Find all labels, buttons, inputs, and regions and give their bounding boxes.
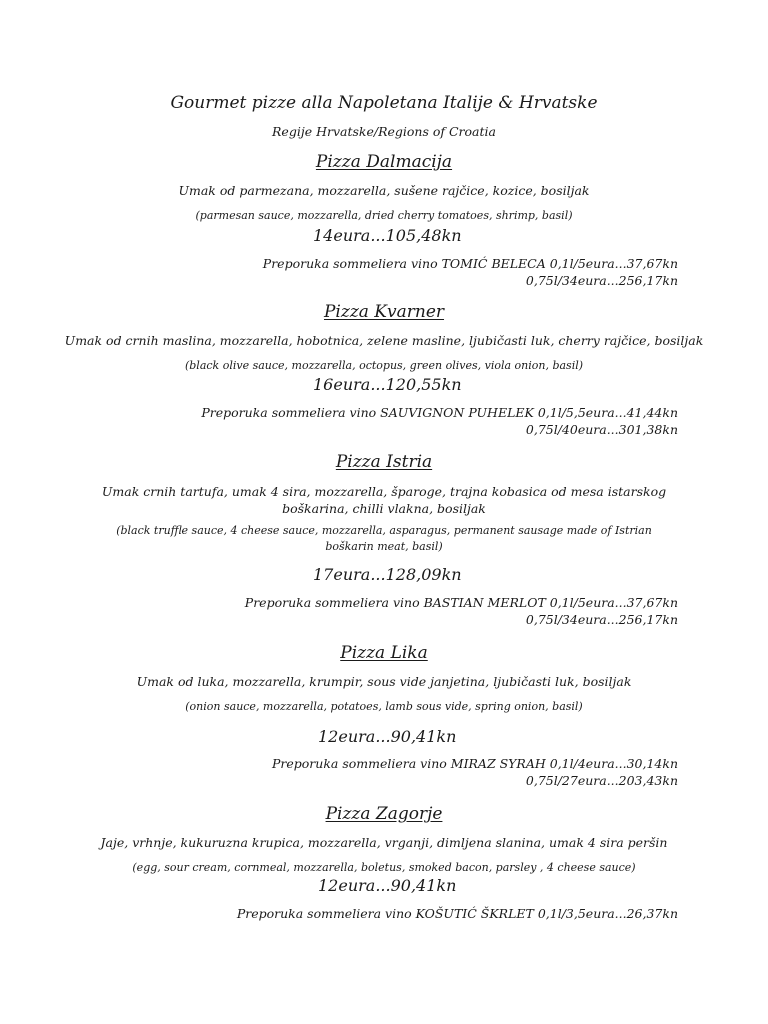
pizza-description-hr: Umak od luka, mozzarella, krumpir, sous vide janjetina, ljubičasti luk, bosiljak — [136, 674, 632, 689]
pizza-name: Pizza Zagorje — [325, 804, 443, 824]
pizza-description-hr: Umak crnih tartufa, umak 4 sira, mozzarella, šparoge, trajna kobasica od mesa istarskog boškarina, chilli vlakna, bosiljak — [101, 484, 667, 516]
wine-bottle-price: 0,75l/27eura...203,43kn — [525, 773, 678, 788]
pizza-price: 14eura...105,48kn — [313, 226, 462, 245]
wine-recommendation — [201, 404, 678, 438]
wine-recommendation-line: Preporuka sommeliera vino SAUVIGNON PUHELEK 0,1l/5,5eura...41,44kn — [201, 405, 678, 420]
pizza-description-hr: Jaje, vrhnje, kukuruzna krupica, mozzarella, vrganji, dimljena slanina, umak 4 sira peršin — [100, 835, 668, 850]
wine-recommendation — [237, 905, 678, 922]
pizza-price: 12eura...90,41kn — [318, 727, 457, 746]
menu-title: Gourmet pizze alla Napoletana Italije & Hrvatske — [170, 93, 598, 113]
pizza-price: 17eura...128,09kn — [313, 565, 462, 584]
pizza-description-en: (black olive sauce, mozzarella, octopus, green olives, viola onion, basil) — [184, 359, 584, 372]
pizza-price: 16eura...120,55kn — [313, 375, 462, 394]
wine-recommendation-line: Preporuka sommeliera vino TOMIĆ BELECA 0,1l/5eura...37,67kn — [262, 256, 678, 271]
pizza-name: Pizza Kvarner — [323, 302, 445, 322]
pizza-name: Pizza Istria — [335, 452, 433, 472]
pizza-price: 12eura...90,41kn — [318, 876, 457, 895]
wine-bottle-price: 0,75l/40eura...301,38kn — [525, 422, 678, 437]
menu-subtitle: Regije Hrvatske/Regions of Croatia — [272, 124, 496, 139]
pizza-description-hr: Umak od parmezana, mozzarella, sušene rajčice, kozice, bosiljak — [178, 183, 590, 198]
pizza-name: Pizza Lika — [340, 643, 428, 663]
wine-recommendation — [245, 594, 678, 628]
pizza-description-en: (parmesan sauce, mozzarella, dried cherry tomatoes, shrimp, basil) — [195, 209, 573, 222]
pizza-description-en: (egg, sour cream, cornmeal, mozzarella, boletus, smoked bacon, parsley , 4 cheese sauce) — [132, 861, 636, 874]
wine-recommendation — [263, 255, 678, 289]
pizza-name: Pizza Dalmacija — [315, 152, 453, 172]
wine-recommendation-line: Preporuka sommeliera vino BASTIAN MERLOT 0,1l/5eura...37,67kn — [244, 595, 678, 610]
wine-bottle-price: 0,75l/34eura...256,17kn — [525, 273, 678, 288]
wine-recommendation — [272, 755, 678, 789]
pizza-description-en: (onion sauce, mozzarella, potatoes, lamb sous vide, spring onion, basil) — [185, 700, 583, 713]
wine-bottle-price: 0,75l/34eura...256,17kn — [525, 612, 678, 627]
wine-recommendation-line: Preporuka sommeliera vino KOŠUTIĆ ŠKRLET 0,1l/3,5eura...26,37kn — [236, 906, 678, 921]
pizza-description-hr: Umak od crnih maslina, mozzarella, hobotnica, zelene masline, ljubičasti luk, cherry rajčice, bosiljak — [64, 333, 704, 348]
pizza-description-en: (black truffle sauce, 4 cheese sauce, mozzarella, asparagus, permanent sausage made of Istrian boškarin meat, basil) — [116, 524, 652, 553]
wine-recommendation-line: Preporuka sommeliera vino MIRAZ SYRAH 0,1l/4eura...30,14kn — [272, 756, 678, 771]
